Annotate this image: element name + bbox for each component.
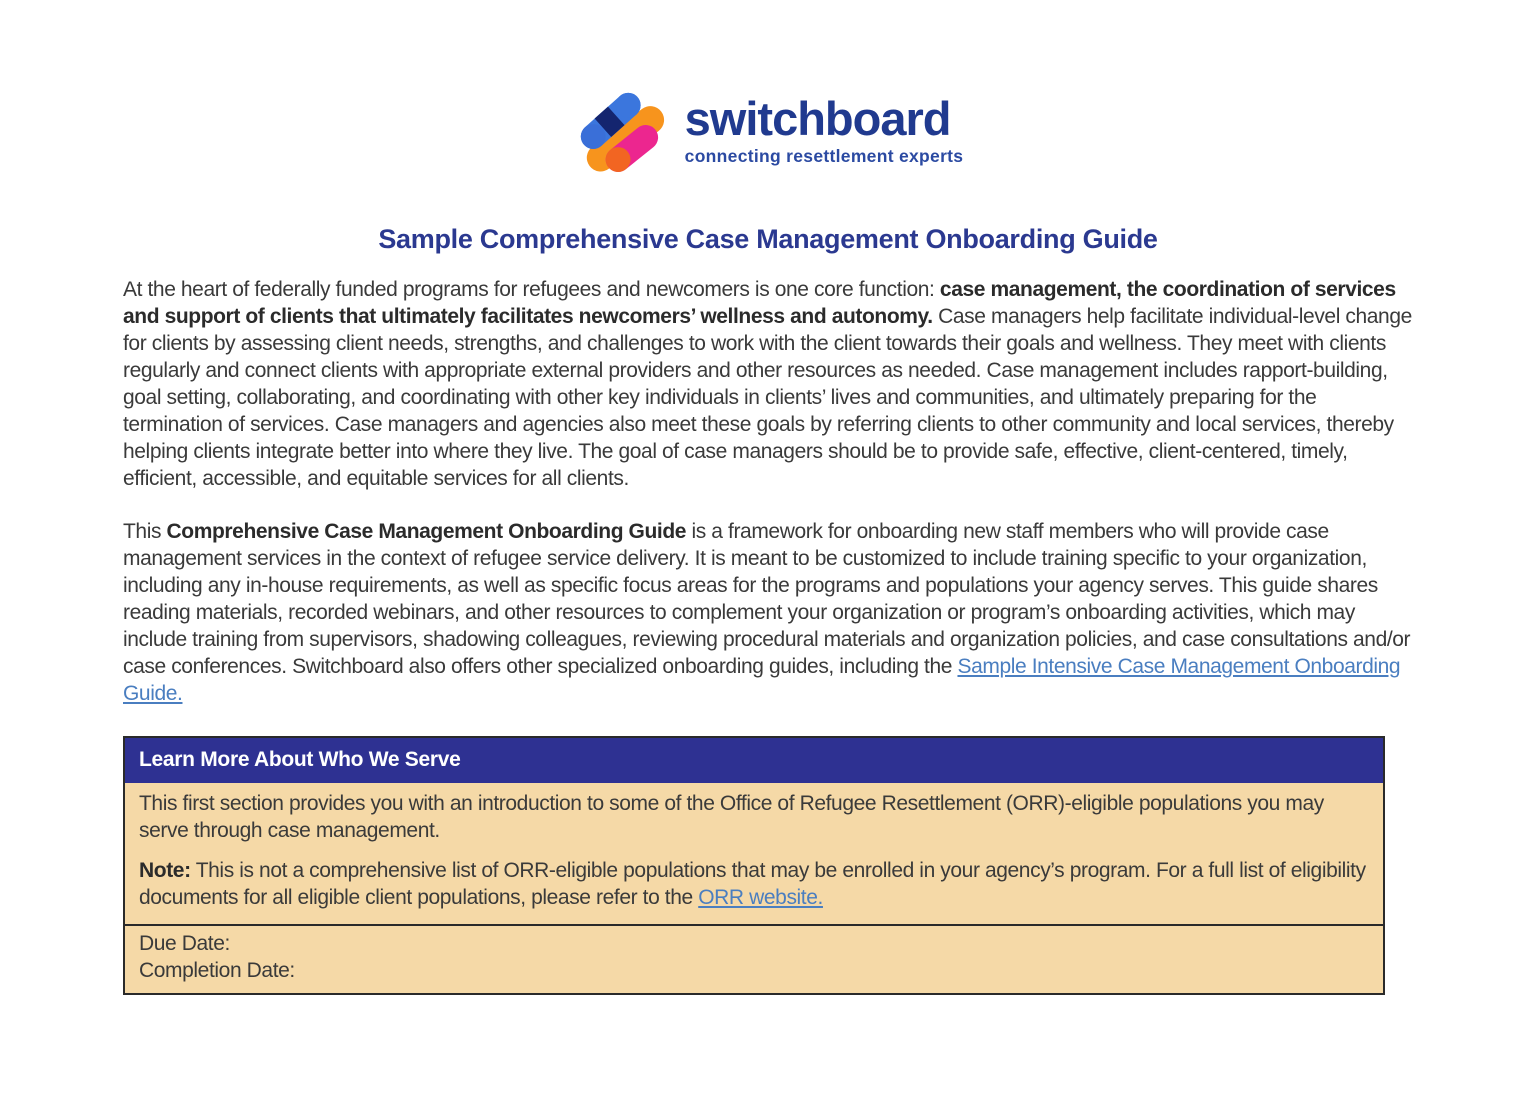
guide-paragraph-bold: Comprehensive Case Management Onboarding Guide (166, 520, 687, 543)
due-date-label: Due Date: (139, 932, 230, 955)
note-label: Note: (139, 859, 191, 882)
intro-row-note (139, 857, 1367, 911)
switchboard-logo (123, 0, 1413, 178)
switchboard-logo-mark (573, 84, 665, 178)
table-dates-row (125, 924, 1383, 993)
guide-paragraph-text-2: is a framework for onboarding new staff members who will provide case management services in the context of refugee service delivery. It is meant to be customized to include training specific to your organization, including any in-house requirements, as well as specific focus areas for the programs and populations your agency serves. This guide shares reading materials, recorded webinars, and other resources to complement your organization or program’s onboarding activities, which may include training from supervisors, shadowing colleagues, reviewing procedural materials and organization policies, and case consultations and/or case conferences. Switchboard also offers other specialized onboarding guides, including the (123, 520, 1411, 678)
intro-paragraph-text: At the heart of federally funded programs for refugees and newcomers is one core function: (123, 278, 940, 301)
intensive-guide-link[interactable]: Sample Intensive Case Management Onboarding Guide. (123, 655, 1401, 705)
intro-row-paragraph: This first section provides you with an introduction to some of the Office of Refugee Resettlement (ORR)-eligible populations you may serve through case management. (139, 792, 1324, 842)
guide-paragraph-text: This (123, 520, 167, 543)
page-title: Sample Comprehensive Case Management Onboarding Guide (378, 224, 1158, 254)
note-text: This is not a comprehensive list of ORR-eligible populations that may be enrolled in your agency’s program. For a full list of eligibility documents for all eligible client populations, please refer to the (139, 859, 1366, 909)
who-we-serve-table (123, 736, 1385, 995)
table-intro-row (125, 783, 1383, 924)
logo-tagline: connecting resettlement experts (684, 146, 964, 166)
logo-wordmark: switchboard (684, 92, 951, 145)
intro-paragraph-bold: case management, the coordination of services and support of clients that ultimately facilitates newcomers’ wellness and autonomy. (123, 278, 1396, 328)
orr-website-link[interactable]: ORR website. (698, 886, 823, 909)
table-header: Learn More About Who We Serve (125, 738, 1383, 783)
intro-paragraph-text-2: Case managers help facilitate individual-level change for clients by assessing client needs, strengths, and challenges to work with the client towards their goals and wellness. They meet with clients regularly and connect clients with appropriate external providers and other resources as needed. Case management includes rapport-building, goal setting, collaborating, and coordinating with other key individuals in clients’ lives and communities, and ultimately preparing for the termination of services. Case managers and agencies also meet these goals by referring clients to other community and local services, thereby helping clients integrate better into where they live. The goal of case managers should be to provide safe, effective, client-centered, timely, efficient, accessible, and equitable services for all clients. (123, 305, 1412, 490)
logo-text-block (684, 92, 964, 167)
completion-date-label: Completion Date: (139, 959, 295, 982)
intro-paragraph (123, 276, 1413, 492)
guide-paragraph (123, 518, 1413, 707)
